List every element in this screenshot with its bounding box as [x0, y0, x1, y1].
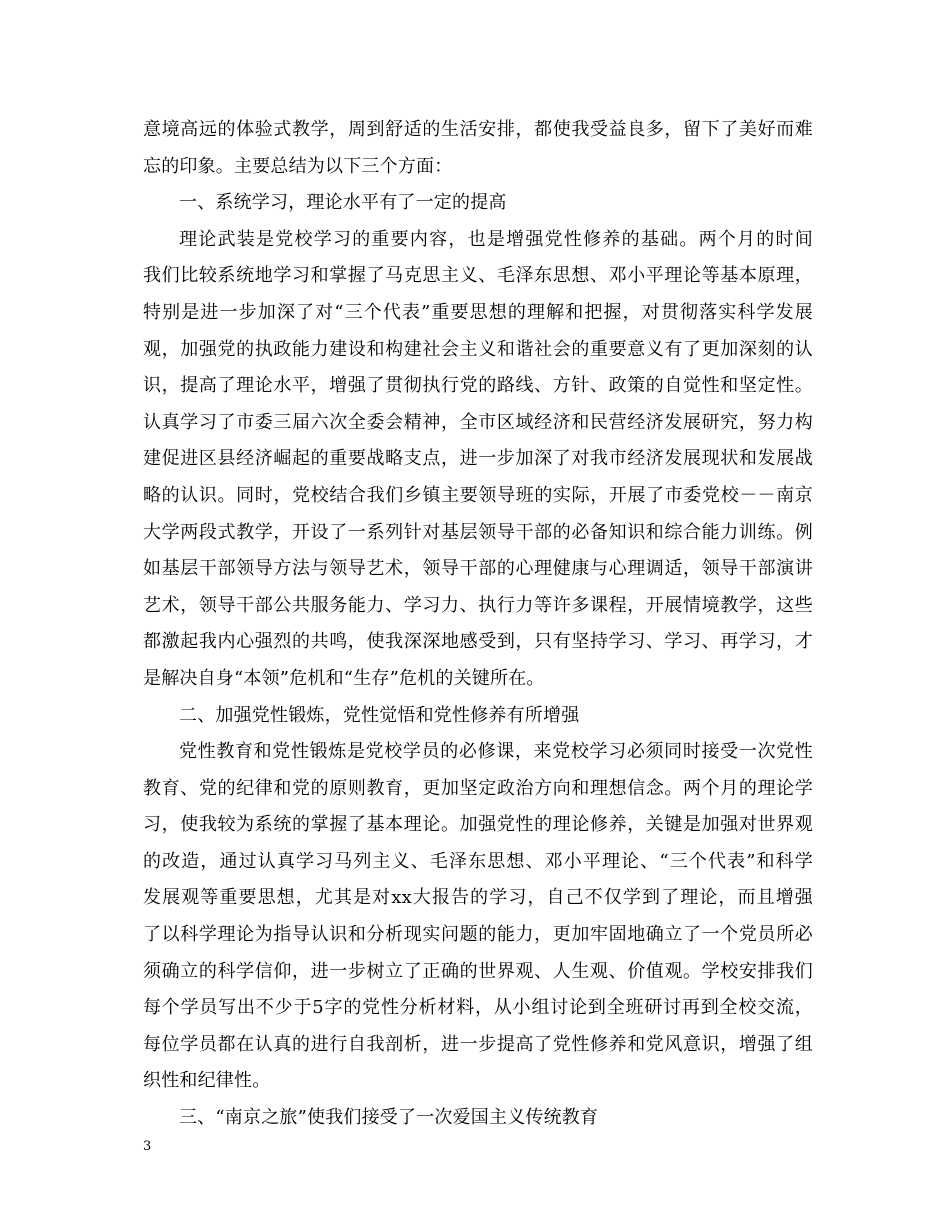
page-number: 3 — [143, 1139, 152, 1154]
text-line: 都激起我内心强烈的共鸣，使我深深地感受到，只有坚持学习、学习、再学习，才 — [143, 631, 813, 653]
text-line: 每位学员都在认真的进行自我剖析，进一步提高了党性修养和党风意识，增强了组 — [143, 1033, 813, 1055]
text-line: 大学两段式教学，开设了一系列针对基层领导干部的必备知识和综合能力训练。例 — [143, 521, 813, 543]
text-line: 认真学习了市委三届六次全委会精神，全市区域经济和民营经济发展研究，努力构 — [143, 411, 813, 433]
text-line: 习，使我较为系统的掌握了基本理论。加强党性的理论修养，关键是加强对世界观 — [143, 814, 813, 836]
text-line: 是解决自身“本领”危机和“生存”危机的关键所在。 — [143, 667, 545, 689]
text-line: 理论武装是党校学习的重要内容，也是增强党性修养的基础。两个月的时间 — [179, 228, 813, 250]
text-line: 了以科学理论为指导认识和分析现实问题的能力，更加牢固地确立了一个党员所必 — [143, 924, 813, 946]
text-line: 发展观等重要思想，尤其是对xx大报告的学习，自己不仅学到了理论，而且增强 — [143, 887, 813, 909]
text-line: 忘的印象。主要总结为以下三个方面： — [143, 155, 453, 177]
text-line: 艺术，领导干部公共服务能力、学习力、执行力等许多课程，开展情境教学，这些 — [143, 594, 813, 616]
text-line: 教育、党的纪律和党的原则教育，更加坚定政治方向和理想信念。两个月的理论学 — [143, 777, 813, 799]
text-line: 每个学员写出不少于5字的党性分析材料，从小组讨论到全班研讨再到全校交流， — [143, 997, 813, 1019]
text-line: 织性和纪律性。 — [143, 1070, 271, 1092]
text-line: 党性教育和党性锻炼是党校学员的必修课，来党校学习必须同时接受一次党性 — [179, 741, 813, 763]
text-line: 我们比较系统地学习和掌握了马克思主义、毛泽东思想、邓小平理论等基本原理， — [143, 265, 813, 287]
text-line: 须确立的科学信仰，进一步树立了正确的世界观、人生观、价值观。学校安排我们 — [143, 960, 813, 982]
text-line: 观，加强党的执政能力建设和构建社会主义和谐社会的重要意义有了更加深刻的认 — [143, 338, 813, 360]
section-heading: 二、加强党性锻炼，党性觉悟和党性修养有所增强 — [179, 704, 580, 726]
text-line: 的改造，通过认真学习马列主义、毛泽东思想、邓小平理论、“三个代表”和科学 — [143, 850, 813, 872]
text-line: 意境高远的体验式教学，周到舒适的生活安排，都使我受益良多，留下了美好而难 — [143, 119, 813, 140]
text-line: 特别是进一步加深了对“三个代表”重要思想的理解和把握，对贯彻落实科学发展 — [143, 301, 813, 323]
section-heading: 一、系统学习，理论水平有了一定的提高 — [179, 192, 507, 214]
section-heading: 三、“南京之旅”使我们接受了一次爱国主义传统教育 — [179, 1107, 599, 1129]
text-line: 建促进区县经济崛起的重要战略支点，进一步加深了对我市经济发展现状和发展战 — [143, 448, 813, 470]
body-text — [143, 112, 813, 1137]
text-line: 如基层干部领导方法与领导艺术，领导干部的心理健康与心理调适，领导干部演讲 — [143, 558, 813, 580]
text-line: 略的认识。同时，党校结合我们乡镇主要领导班的实际，开展了市委党校－－南京 — [143, 484, 813, 506]
text-line: 识，提高了理论水平，增强了贯彻执行党的路线、方针、政策的自觉性和坚定性。 — [143, 375, 813, 397]
